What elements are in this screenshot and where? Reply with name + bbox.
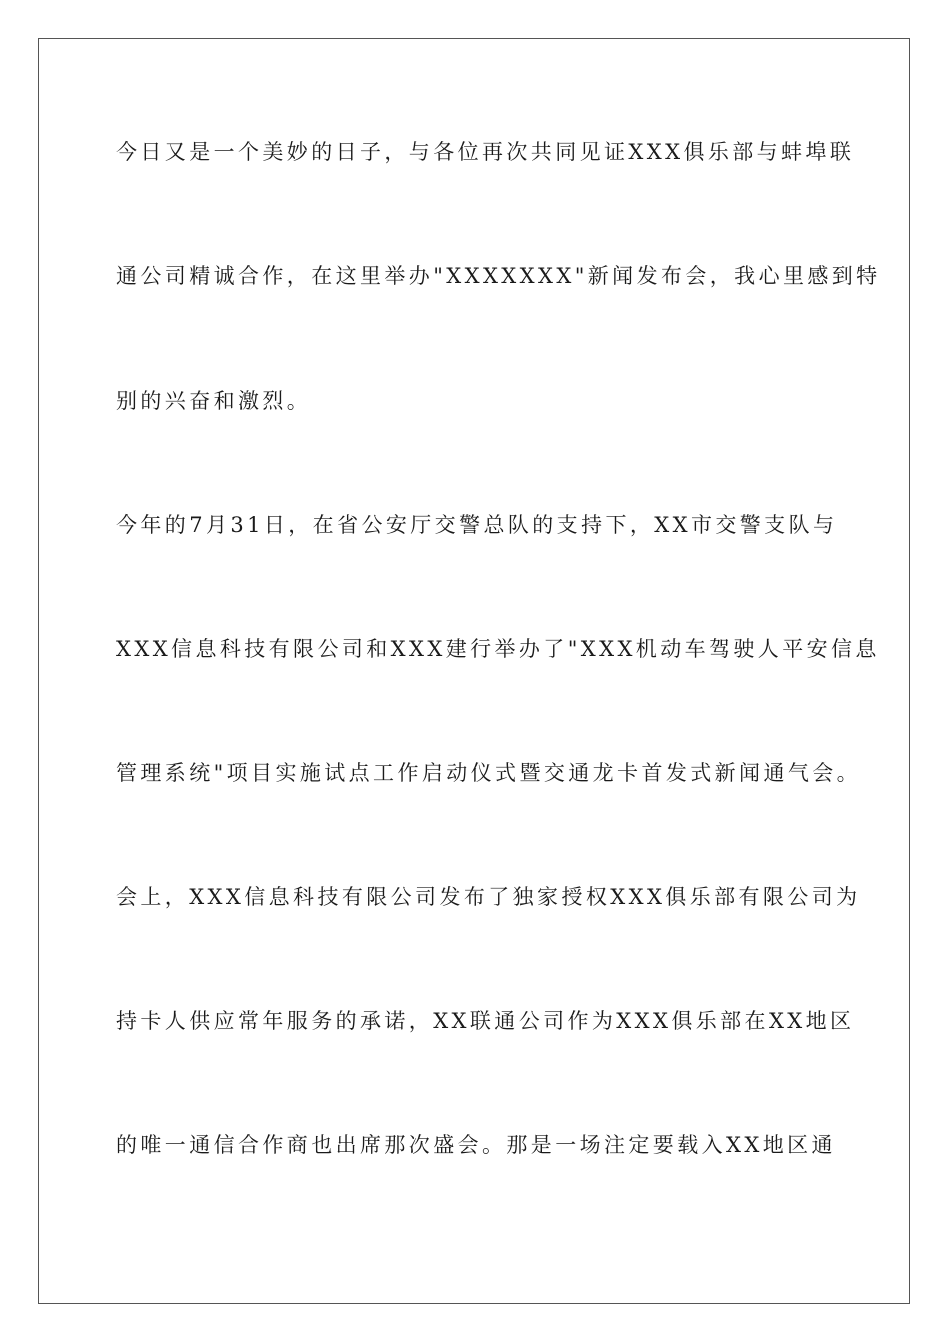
text-line-5: XXX信息科技有限公司和XXX建行举办了"XXX机动车驾驶人平安信息	[116, 637, 880, 661]
text-line-9: 的唯一通信合作商也出席那次盛会。那是一场注定要载入XX地区通	[116, 1133, 836, 1157]
text-line-6: 管理系统"项目实施试点工作启动仪式暨交通龙卡首发式新闻通气会。	[116, 761, 862, 785]
text-line-3: 别的兴奋和激烈。	[116, 389, 312, 413]
text-line-1: 今日又是一个美妙的日子，与各位再次共同见证XXX俱乐部与蚌埠联	[116, 140, 855, 164]
page-border	[38, 38, 910, 1304]
text-line-8: 持卡人供应常年服务的承诺，XX联通公司作为XXX俱乐部在XX地区	[116, 1009, 855, 1033]
text-line-4: 今年的7月31日，在省公安厅交警总队的支持下，XX市交警支队与	[116, 513, 838, 537]
text-line-2: 通公司精诚合作，在这里举办"XXXXXXX"新闻发布会，我心里感到特	[116, 264, 881, 288]
text-line-7: 会上，XXX信息科技有限公司发布了独家授权XXX俱乐部有限公司为	[116, 885, 861, 909]
